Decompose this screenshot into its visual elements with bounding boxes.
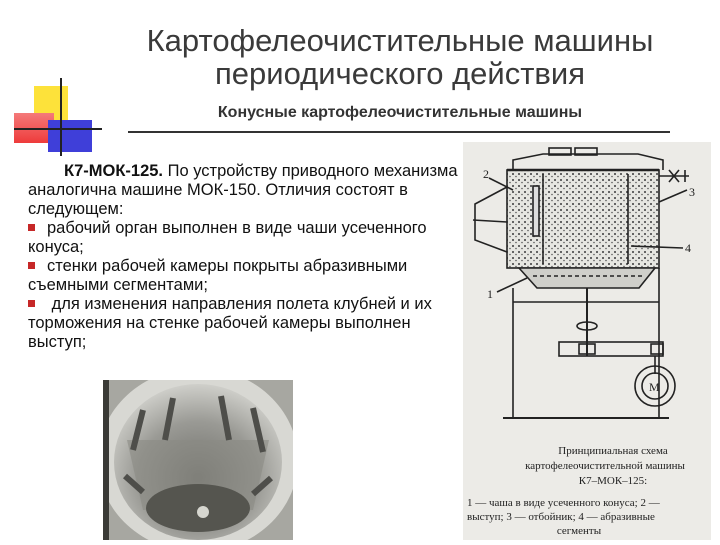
title-line-2: периодического действия [215, 56, 585, 91]
page-title [100, 24, 700, 90]
lead-paragraph [28, 162, 458, 219]
scheme-label-1: 1 [487, 287, 493, 301]
caption-title-2: картофелеочистительной машины [525, 460, 685, 472]
bullet-item [28, 257, 458, 295]
bullet-text: для изменения направления полета клубней и их торможения на стенке рабочей камеры выполнен выступ; [28, 295, 432, 351]
bullet-item [28, 295, 458, 352]
caption-title-3: К7–МОК–125: [578, 475, 648, 487]
machine-schematic [463, 142, 711, 540]
scheme-label-3: 3 [689, 185, 695, 199]
model-name: К7-МОК-125. [64, 162, 163, 180]
subtitle: Конусные картофелеочистительные машины [217, 104, 583, 121]
deco-horizontal-line [14, 128, 102, 130]
bullet-text: рабочий орган выполнен в виде чаши усеченного конуса; [28, 219, 427, 256]
schematic-drawing [463, 142, 711, 540]
caption-legend-2: выступ; 3 — отбойник; 4 — абразивные [467, 511, 655, 523]
body-text [28, 162, 458, 352]
deco-vertical-line [60, 78, 62, 156]
lead-text: По устройству приводного механизма аналогична машине МОК-150. Отличия состоят в следующем: [28, 162, 458, 218]
caption-legend-1: 1 — чаша в виде усеченного конуса; 2 — [467, 497, 660, 509]
title-divider [128, 131, 670, 133]
bullet-square-icon [28, 262, 35, 269]
bullet-square-icon [28, 300, 35, 307]
bullet-square-icon [28, 224, 35, 231]
motor-label: М [649, 380, 660, 394]
scheme-label-2: 2 [483, 167, 489, 181]
bowl-photo-drawing [103, 380, 293, 540]
scheme-label-4: 4 [685, 241, 691, 255]
caption-legend-3: сегменты [556, 525, 602, 537]
bullet-text: стенки рабочей камеры покрыты абразивными съемными сегментами; [28, 257, 408, 294]
bowl-photo [103, 380, 293, 540]
title-line-1: Картофелеочистительные машины [146, 23, 654, 58]
deco-blue-square [48, 120, 92, 152]
caption-title-1: Принципиальная схема [558, 445, 668, 457]
bullet-item [28, 219, 458, 257]
